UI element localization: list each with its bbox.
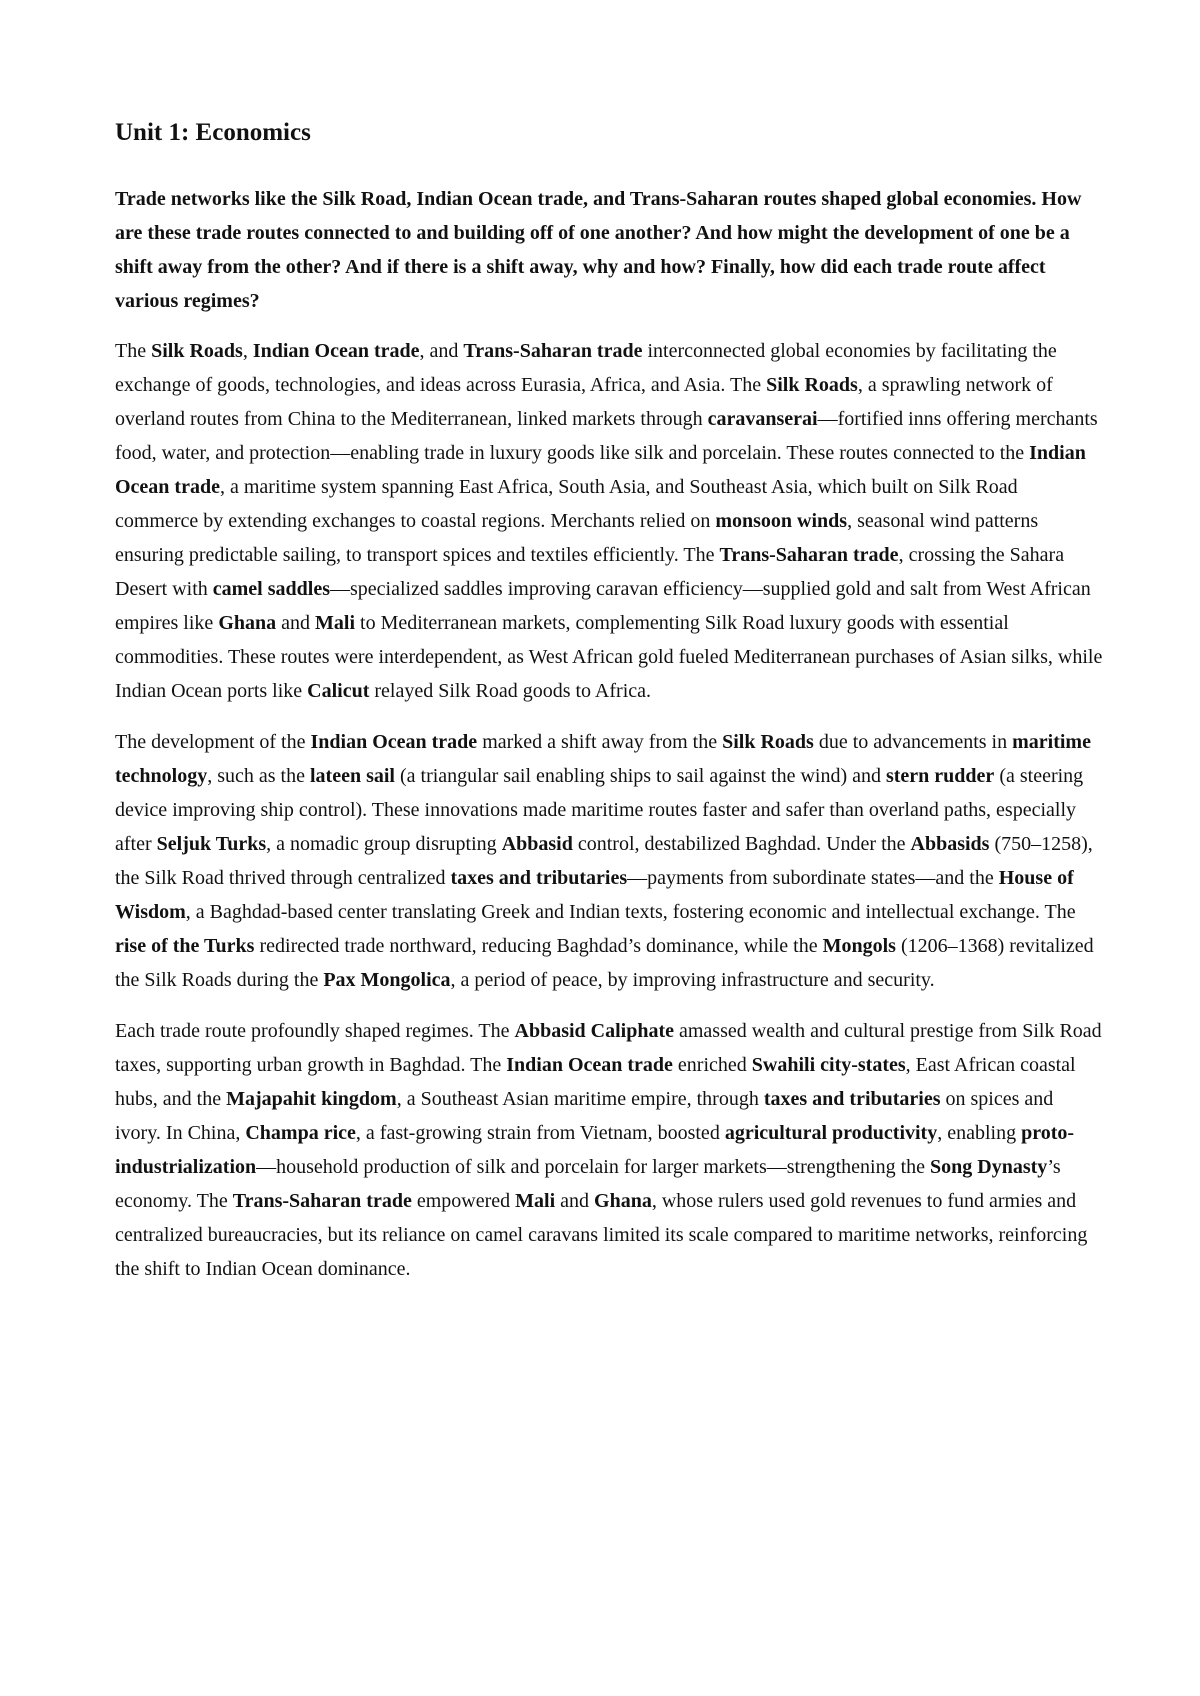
text-run: , crossing the Sahara Desert with xyxy=(115,544,1065,600)
bold-term: Mali xyxy=(315,612,356,634)
text-run: enriched xyxy=(672,1054,752,1076)
bold-term: Abbasid Caliphate xyxy=(514,1020,674,1042)
text-run: , whose rulers used gold revenues to fund armies and centralized bureaucracies, but its reliance on camel caravans limited its scale compared to maritime networks, reinforcing the shift to Indian Ocean dominance. xyxy=(115,1190,1088,1280)
bold-term: Song Dynasty xyxy=(930,1156,1048,1178)
text-run: and xyxy=(555,1190,595,1212)
text-run: control, destabilized Baghdad. Under the xyxy=(572,833,911,855)
text-run: (1206–1368) revitalized the Silk Roads during the xyxy=(115,935,1094,991)
bold-term: Trans-Saharan trade xyxy=(463,340,643,362)
bold-term: monsoon winds xyxy=(715,510,848,532)
text-run: , enabling xyxy=(937,1122,1022,1144)
text-run: ’s economy. The xyxy=(115,1156,1061,1212)
text-run: , a nomadic group disrupting xyxy=(266,833,502,855)
bold-term: Swahili city-states xyxy=(751,1054,906,1076)
bold-term: stern rudder xyxy=(885,765,995,787)
bold-term: Indian Ocean trade xyxy=(310,731,478,753)
text-run: amassed wealth and cultural prestige from Silk Road taxes, supporting urban growth in Baghdad. The xyxy=(115,1020,1102,1076)
text-run: (a triangular sail enabling ships to sail against the wind) and xyxy=(394,765,886,787)
text-run: , and xyxy=(419,340,464,362)
page-title: Unit 1: Economics xyxy=(115,119,311,146)
text-run: The xyxy=(115,340,152,362)
bold-term: Indian Ocean trade xyxy=(252,340,420,362)
paragraph-3 xyxy=(115,1014,1104,1286)
text-run: , a period of peace, by improving infrastructure and security. xyxy=(450,969,935,991)
text-run: , a fast-growing strain from Vietnam, boosted xyxy=(355,1122,725,1144)
text-run: , East African coastal hubs, and the xyxy=(115,1054,1076,1110)
bold-term: maritime technology xyxy=(115,731,1091,787)
text-run: to Mediterranean markets, complementing Silk Road luxury goods with essential commodities. These routes were interdependent, as West African gold fueled Mediterranean purchases of Asian silks, while Indian Ocean ports like xyxy=(115,612,1103,702)
text-run: , such as the xyxy=(207,765,310,787)
text-run: The development of the xyxy=(115,731,311,753)
text-run: , seasonal wind patterns ensuring predictable sailing, to transport spices and textiles efficiently. The xyxy=(115,510,1039,566)
bold-term: Majapahit kingdom xyxy=(226,1088,397,1110)
text-run: , a sprawling network of overland routes from China to the Mediterranean, linked markets through xyxy=(115,374,1053,430)
bold-term: Ghana xyxy=(218,612,277,634)
bold-term: Abbasid xyxy=(501,833,573,855)
bold-term: Champa rice xyxy=(245,1122,356,1144)
bold-term: lateen sail xyxy=(309,765,395,787)
bold-term: Pax Mongolica xyxy=(323,969,451,991)
essay-prompt: Trade networks like the Silk Road, Indian Ocean trade, and Trans-Saharan routes shaped global economies. How are these trade routes connected to and building off of one another? And how might the development of one be a shift away from the other? And if there is a shift away, why and how? Finally, how did each trade route affect various regimes? xyxy=(115,188,1082,312)
essay-body xyxy=(115,334,1104,1286)
text-run: interconnected global economies by facilitating the exchange of goods, technologies, and ideas across Eurasia, Africa, and Asia. The xyxy=(115,340,1057,396)
bold-term: Indian Ocean trade xyxy=(115,442,1086,498)
bold-term: Indian Ocean trade xyxy=(506,1054,673,1076)
bold-term: caravanserai xyxy=(707,408,818,430)
text-run: —payments from subordinate states—and the xyxy=(627,867,999,889)
text-run: Each trade route profoundly shaped regimes. The xyxy=(115,1020,515,1042)
paragraph-1 xyxy=(115,334,1104,708)
text-run: —specialized saddles improving caravan efficiency—supplied gold and salt from West African empires like xyxy=(115,578,1091,634)
bold-term: agricultural productivity xyxy=(724,1122,938,1144)
bold-term: Calicut xyxy=(307,680,370,702)
bold-term: House of Wisdom xyxy=(115,867,1074,923)
bold-term: Ghana xyxy=(594,1190,652,1212)
bold-term: Silk Roads xyxy=(766,374,858,396)
text-run: and xyxy=(276,612,316,634)
text-run: , xyxy=(242,340,253,362)
text-run: —fortified inns offering merchants food, water, and protection—enabling trade in luxury goods like silk and porcelain. These routes connected to the xyxy=(115,408,1098,464)
bold-term: Silk Roads xyxy=(151,340,243,362)
bold-term: Mali xyxy=(515,1190,556,1212)
text-run: (750–1258), the Silk Road thrived through centralized xyxy=(115,833,1093,889)
bold-term: Abbasids xyxy=(910,833,990,855)
text-run: , a maritime system spanning East Africa, South Asia, and Southeast Asia, which built on Silk Road commerce by extending exchanges to coastal regions. Merchants relied on xyxy=(115,476,1018,532)
text-run: , a Southeast Asian maritime empire, through xyxy=(396,1088,764,1110)
bold-term: Silk Roads xyxy=(722,731,814,753)
text-run: marked a shift away from the xyxy=(477,731,723,753)
text-run: due to advancements in xyxy=(813,731,1013,753)
text-run: on spices and ivory. In China, xyxy=(115,1088,1054,1144)
paragraph-2 xyxy=(115,725,1104,997)
bold-term: Mongols xyxy=(822,935,896,957)
bold-term: taxes and tributaries xyxy=(763,1088,941,1110)
text-run: , a Baghdad-based center translating Greek and Indian texts, fostering economic and intellectual exchange. The xyxy=(185,901,1076,923)
text-run: redirected trade northward, reducing Baghdad’s dominance, while the xyxy=(254,935,823,957)
bold-term: camel saddles xyxy=(212,578,330,600)
text-run: —household production of silk and porcelain for larger markets—strengthening the xyxy=(256,1156,931,1178)
text-run: relayed Silk Road goods to Africa. xyxy=(369,680,652,702)
text-run: (a steering device improving ship control). These innovations made maritime routes faster and safer than overland paths, especially after xyxy=(115,765,1084,855)
bold-term: proto-industrialization xyxy=(115,1122,1075,1178)
bold-term: Trans-Saharan trade xyxy=(719,544,899,566)
text-run: empowered xyxy=(411,1190,516,1212)
bold-term: Trans-Saharan trade xyxy=(232,1190,412,1212)
bold-term: rise of the Turks xyxy=(115,935,255,957)
bold-term: taxes and tributaries xyxy=(450,867,628,889)
bold-term: Seljuk Turks xyxy=(156,833,267,855)
